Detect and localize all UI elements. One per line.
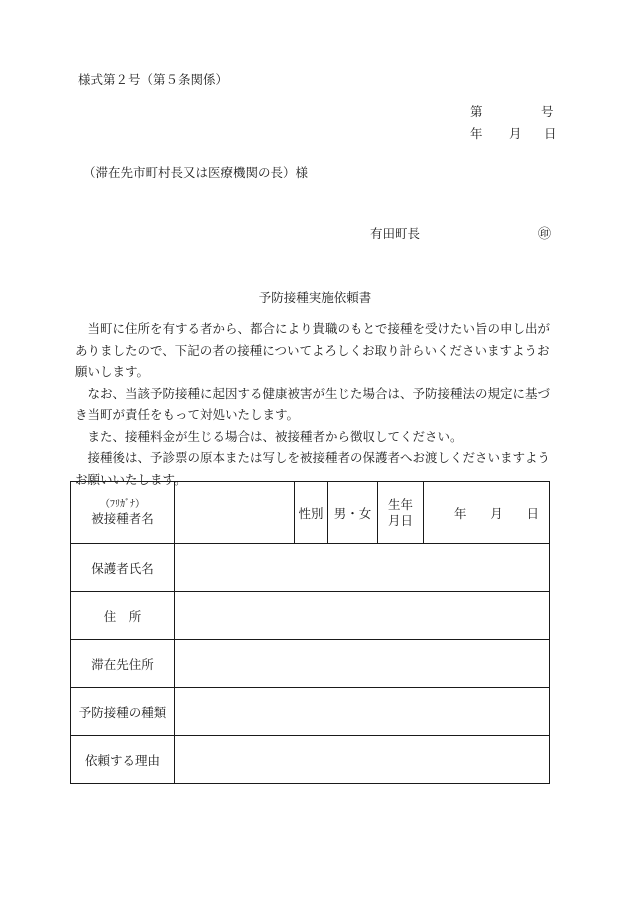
guardian-field[interactable] [175,544,550,592]
date-day-label: 日 [544,126,557,141]
dob-month-label: 月 [490,505,503,521]
dob-label-cell [378,482,424,544]
body-paragraph: また、接種料金が生じる場合は、被接種者から徴収してください。 [87,428,463,444]
document-number-label: 第 [470,104,483,119]
body-text [75,318,559,490]
address-field[interactable] [175,592,550,640]
vaccine-type-field[interactable] [175,688,550,736]
dob-day-label: 日 [526,505,539,521]
seal-mark: ㊞ [538,227,552,242]
body-paragraph: 当町に住所を有する者から、都合により貴職のもとで接種を受けたい旨の申し出がありましたので、下記の者の接種についてよろしくお取り計らいくださいますようお願いします。 [75,321,551,379]
addressee: （滞在先市町村長又は医療機関の長）様 [83,165,309,180]
name-label-cell [71,482,175,544]
sex-options[interactable]: 男・女 [328,482,378,544]
document-number-suffix: 号 [541,104,554,119]
stay-address-field[interactable] [175,640,550,688]
furigana-label: （ﾌﾘｶﾞﾅ） [100,498,145,510]
date-month-label: 月 [509,126,522,141]
body-paragraph: なお、当該予防接種に起因する健康被害が生じた場合は、予防接種法の規定に基づき当町が責任をもって対処いたします。 [75,385,551,422]
dob-field[interactable] [424,482,550,544]
body-paragraph: 接種後は、予診票の原本または写しを被接種者の保護者へお渡しくださいますようお願いいたします。 [75,450,551,487]
reason-field[interactable] [175,736,550,784]
vaccine-type-label: 予防接種の種類 [71,688,175,736]
recipient-info-table [70,481,550,784]
sex-label: 性別 [295,482,328,544]
document-title: 予防接種実施依頼書 [258,290,372,305]
name-label: 被接種者名 [91,510,154,526]
date-year-label: 年 [470,126,483,141]
dob-label-line2: 月日 [387,512,413,528]
guardian-label: 保護者氏名 [71,544,175,592]
dob-year-label: 年 [454,505,467,521]
sender-name: 有田町長 [370,226,421,241]
dob-label-line1: 生年 [387,496,413,512]
name-field[interactable] [175,482,295,544]
stay-address-label: 滞在先住所 [71,640,175,688]
reason-label: 依頼する理由 [71,736,175,784]
form-identifier: 様式第２号（第５条関係） [78,72,229,87]
address-label: 住 所 [71,592,175,640]
